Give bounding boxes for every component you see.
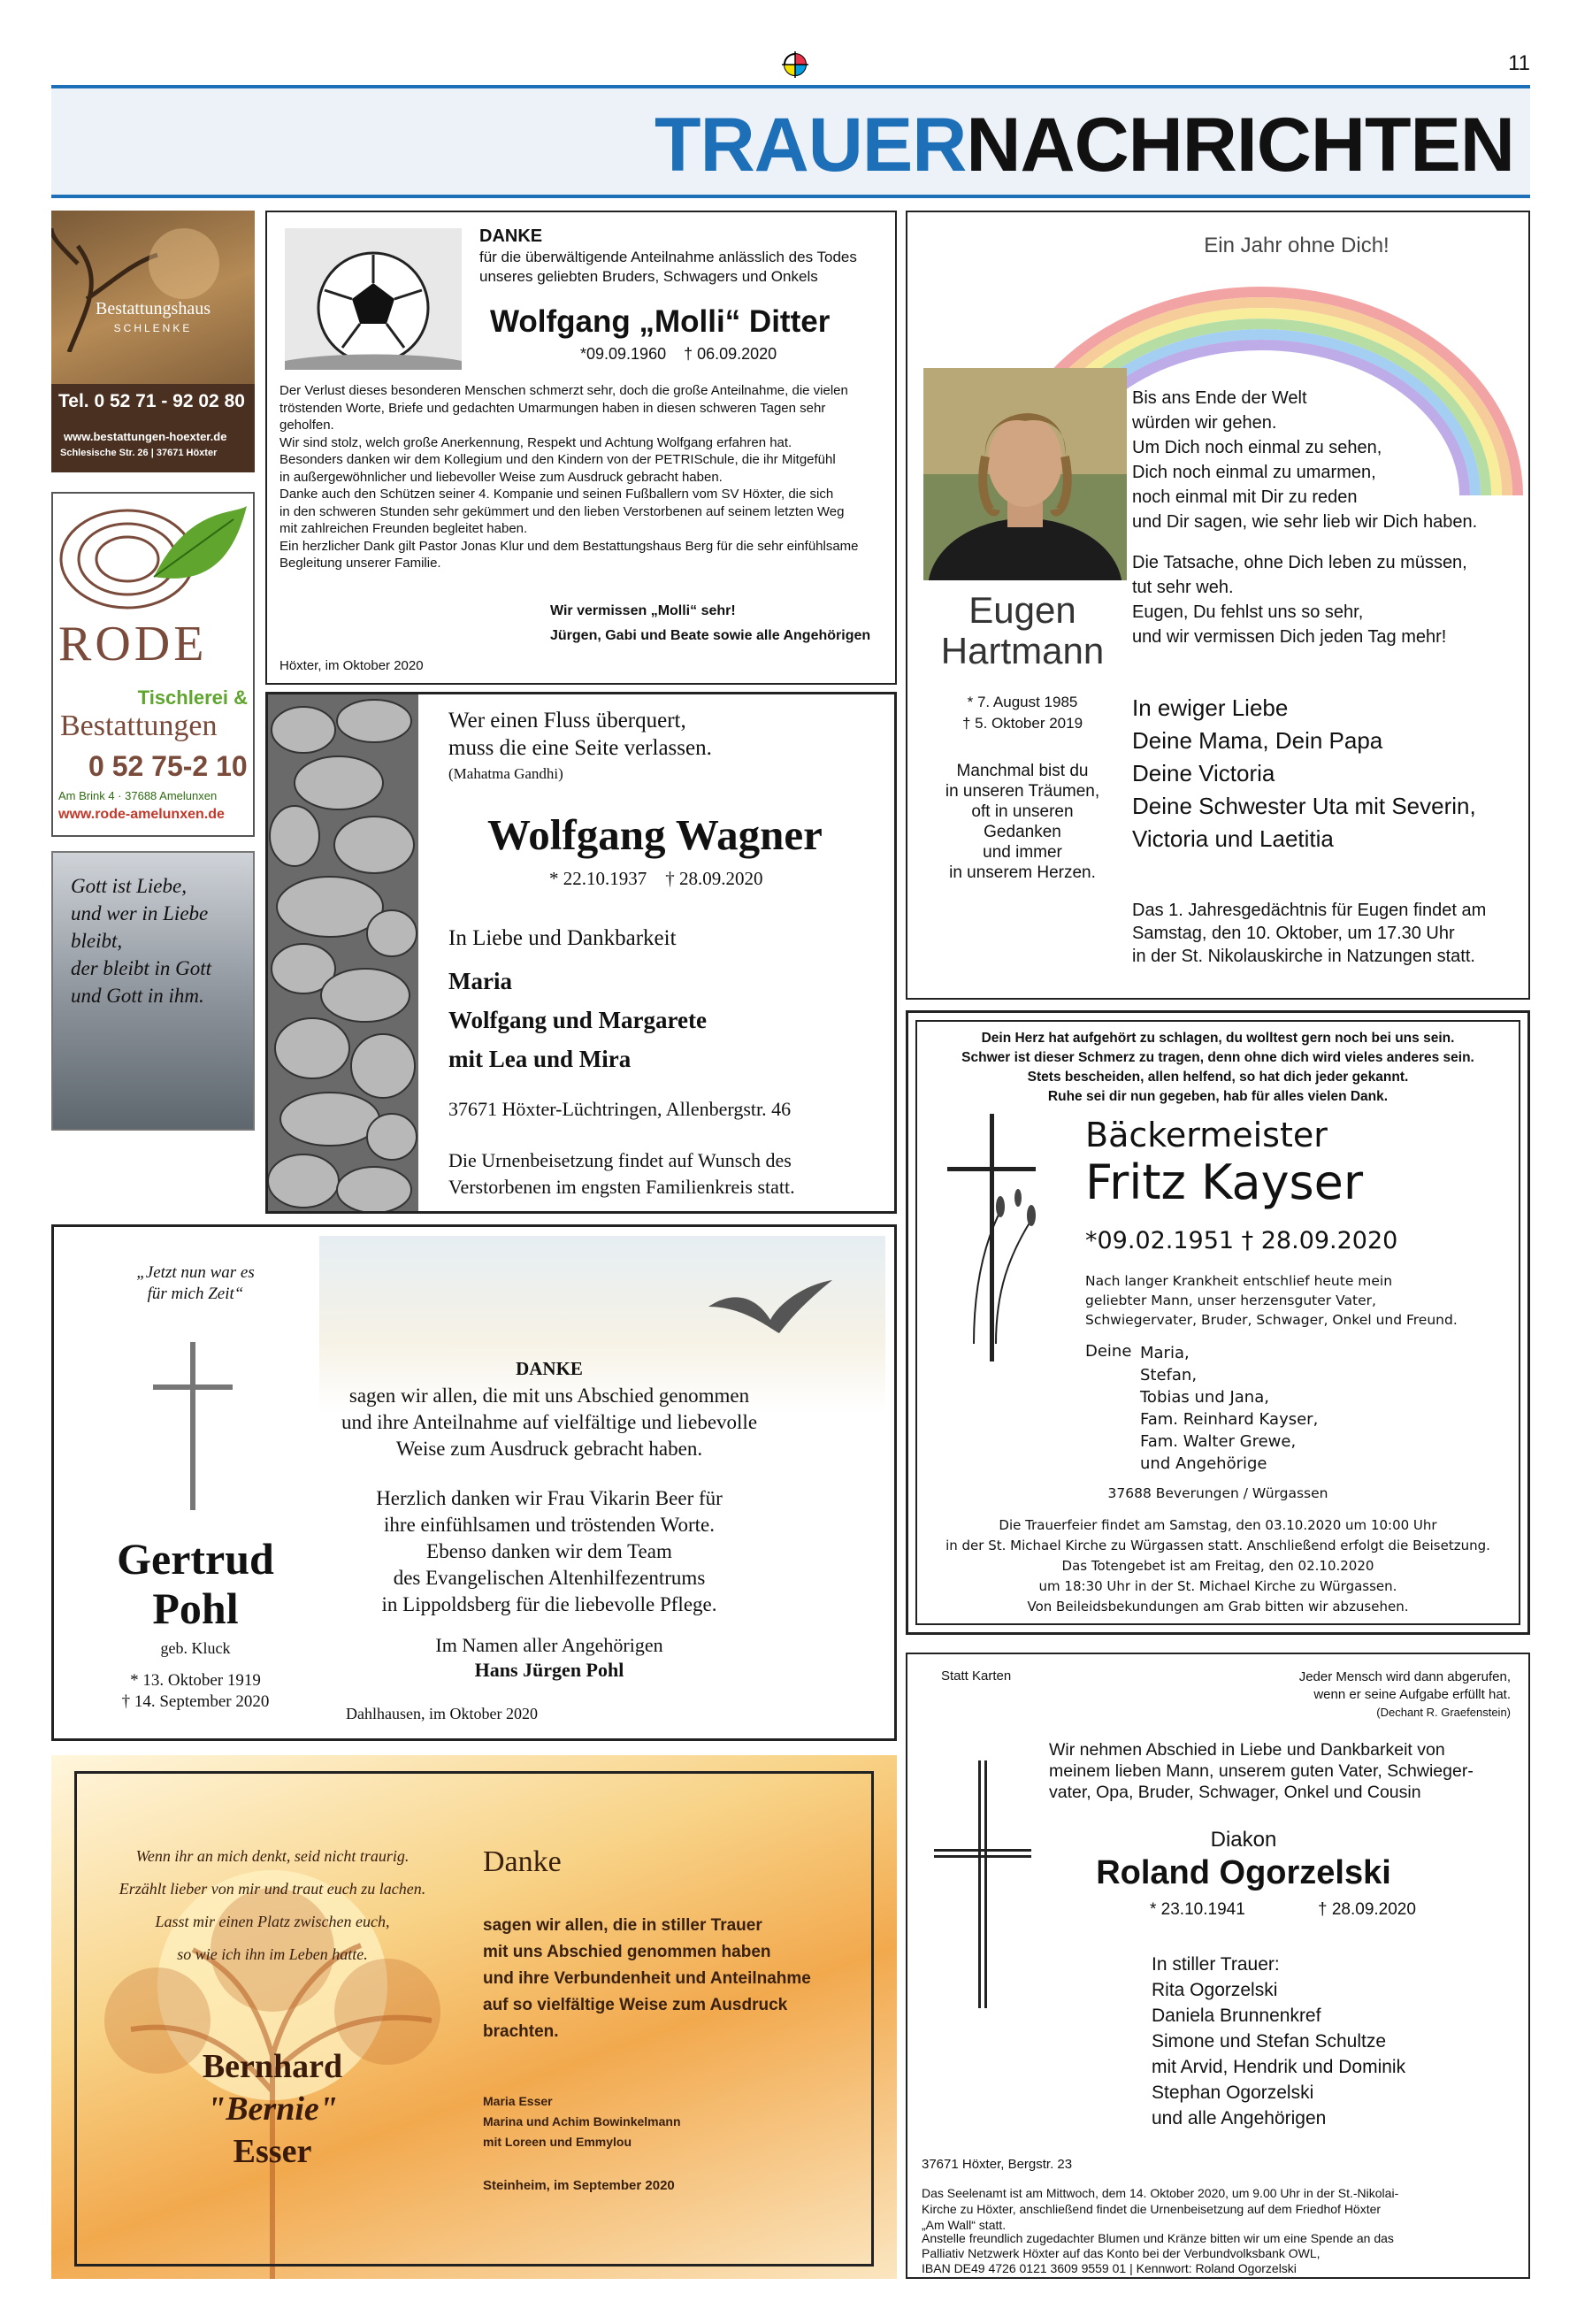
ogorzelski-family-line: Rita Ogorzelski (1152, 1980, 1278, 2000)
esser-family-line: Marina und Achim Bowinkelmann (483, 2114, 681, 2128)
kayser-intro-line: geliebter Mann, unser herzensguter Vater, (1085, 1292, 1376, 1308)
hartmann-note-line: Samstag, den 10. Oktober, um 17.30 Uhr (1132, 924, 1455, 943)
quote-line: und wer in Liebe (71, 902, 209, 924)
title-dark: NACHRICHTEN (966, 103, 1514, 188)
ogorzelski-family-line: mit Arvid, Hendrik und Dominik (1152, 2057, 1406, 2077)
schlenke-name: Bestattungshaus (96, 299, 211, 318)
rode-line2: Bestattungen (60, 709, 218, 742)
title-blue: TRAUER (655, 103, 967, 188)
schlenke-addr: Schlesische Str. 26 | 37671 Höxter (60, 448, 218, 458)
ogorzelski-info-line: „Am Wall“ statt. (922, 2218, 1007, 2232)
notice-wagner (265, 692, 897, 1214)
pohl-p1-line: Weise zum Ausdruck gebracht haben. (395, 1438, 703, 1460)
ditter-family: Jürgen, Gabi und Beate sowie alle Angehörigen (550, 628, 871, 643)
ditter-body-line: geholfen. (279, 418, 334, 433)
cross-wheat-icon (947, 1114, 1053, 1361)
ogorzelski-intro-line: meinem lieben Mann, unserem guten Vater, Schwieger- (1049, 1761, 1474, 1781)
pohl-p1-line: und ihre Anteilnahme auf vielfältige und liebevolle (341, 1411, 758, 1433)
ogorzelski-family (1152, 1952, 1405, 2131)
ogorzelski-addr: 37671 Höxter, Bergstr. 23 (922, 2157, 1073, 2172)
ogorzelski-intro-line: vater, Opa, Bruder, Schwager, Onkel und Cousin (1049, 1783, 1421, 1802)
pohl-p1-line: sagen wir allen, die mit uns Abschied genommen (348, 1384, 750, 1407)
hartmann-left-poem-line: in unserem Herzen. (949, 863, 1096, 882)
wagner-family-line: mit Lea und Mira (448, 1046, 632, 1072)
wagner-note-line: Verstorbenen im engsten Familienkreis statt. (448, 1176, 795, 1198)
esser-name2: "Bernie" (207, 2090, 338, 2128)
hartmann-poem-line: Um Dich noch einmal zu sehen, (1132, 438, 1382, 457)
rode-phone: 0 52 75-2 10 (88, 750, 248, 782)
wagner-family-line: Wolfgang und Margarete (448, 1007, 707, 1033)
pohl-danke: DANKE (516, 1358, 583, 1379)
esser-text-line: mit uns Abschied genommen haben (483, 1943, 771, 1961)
ditter-body-line: mit zahlreichen Freunden begleitet haben. (279, 521, 528, 536)
esser-poem (87, 1840, 458, 1971)
esser-poem-line: Erzählt lieber von mir und traut euch zu lachen. (119, 1880, 426, 1898)
ditter-intro-line: unseres geliebten Bruders, Schwagers und Onkels (479, 268, 818, 285)
kayser-family (1140, 1342, 1318, 1475)
soccer-ball-icon (285, 228, 462, 370)
esser-text (483, 1913, 811, 2045)
kayser-top (917, 1029, 1519, 1107)
wagner-quote (448, 707, 712, 762)
ogorzelski-quote-line: Jeder Mensch wird dann abgerufen, (1298, 1669, 1511, 1684)
ditter-miss: Wir vermissen „Molli“ sehr! (550, 603, 736, 618)
pohl-p2-line: in Lippoldsberg für die liebevolle Pflege. (381, 1593, 717, 1615)
ogorzelski-died: † 28.09.2020 (1318, 1900, 1416, 1919)
ditter-intro (479, 248, 857, 287)
kayser-intro (1085, 1271, 1458, 1330)
hartmann-poem-line: und wir vermissen Dich jeden Tag mehr! (1132, 627, 1447, 647)
hartmann-poem-line: noch einmal mit Dir zu reden (1132, 487, 1358, 507)
ogorzelski-info-line: Palliativ Netzwerk Höxter auf das Konto bei der Verbundvolksbank OWL, (922, 2246, 1321, 2260)
stones-image (268, 694, 418, 1211)
rode-web: www.rode-amelunxen.de (58, 807, 225, 822)
schlenke-web: www.bestattungen-hoexter.de (64, 430, 227, 443)
ditter-body-line: Besonders danken wir dem Kollegium und den Kindern von der PETRISchule, die ihr Mitgefühl (279, 452, 836, 467)
wagner-intro: In Liebe und Dankbarkeit (448, 926, 677, 950)
esser-poem-line: so wie ich ihn im Leben hatte. (177, 1945, 368, 1963)
hartmann-left-poem-line: Gedanken (984, 823, 1061, 841)
kayser-dates: *09.02.1951 † 28.09.2020 (1085, 1227, 1398, 1254)
hartmann-note-line: Das 1. Jahresgedächtnis für Eugen findet am (1132, 901, 1487, 920)
registration-mark-icon (782, 51, 808, 78)
pohl-place: Dahlhausen, im Oktober 2020 (346, 1705, 538, 1722)
hartmann-born: * 7. August 1985 (967, 694, 1078, 710)
hartmann-last: Hartmann (940, 630, 1105, 671)
hartmann-first: Eugen (968, 589, 1076, 631)
pohl-p2-line: Ebenso danken wir dem Team (426, 1540, 672, 1562)
wagner-quote-line: Wer einen Fluss überquert, (448, 709, 686, 732)
notice-ditter (265, 211, 897, 685)
page-number: 11 (1508, 51, 1530, 75)
esser-text-line: und ihre Verbundenheit und Anteilnahme (483, 1969, 811, 1988)
kayser-info-line: Von Beileidsbekundungen am Grab bitten wir abzusehen. (1027, 1599, 1409, 1615)
kayser-family-line: Fam. Walter Grewe, (1140, 1432, 1297, 1451)
ditter-body-line: Danke auch den Schützen seiner 4. Kompanie und seinen Fußballern vom SV Höxter, die sich (279, 487, 834, 502)
kayser-addr: 37688 Beverungen / Würgassen (1107, 1485, 1328, 1501)
schlenke-sub: SCHLENKE (113, 322, 193, 334)
wagner-author: (Mahatma Gandhi) (448, 765, 563, 782)
quote-line: Gott ist Liebe, (71, 875, 187, 897)
esser-family-line: mit Loreen und Emmylou (483, 2135, 632, 2149)
ogorzelski-title: Diakon (1210, 1828, 1277, 1852)
rode-name: RODE (58, 617, 208, 671)
ogorzelski-info-line: Kirche zu Höxter, anschließend findet die Urnenbeisetzung auf dem Friedhof Höxter (922, 2202, 1382, 2216)
kayser-top-line: Ruhe sei dir nun gegeben, hab für alles vielen Dank. (1047, 1089, 1389, 1104)
hartmann-note-line: in der St. Nikolauskirche in Natzungen statt. (1132, 947, 1475, 966)
ogorzelski-quote-author: (Dechant R. Graefenstein) (1376, 1706, 1511, 1719)
hartmann-family (1132, 692, 1476, 855)
bird-icon (708, 1280, 832, 1342)
ogorzelski-born: * 23.10.1941 (1150, 1900, 1245, 1919)
rode-line1: Tischlerei & (137, 686, 248, 709)
hartmann-family-line: Deine Mama, Dein Papa (1132, 727, 1383, 754)
kayser-family-line: Tobias und Jana, (1140, 1388, 1269, 1407)
notice-ogorzelski (906, 1653, 1530, 2279)
ditter-body-line: in den schweren Stunden sehr gekümmert und den lieben Verstorbenen auf seinem letzten Weg (279, 503, 845, 519)
esser-text-line: sagen wir allen, die in stiller Trauer (483, 1916, 762, 1935)
esser-name3: Esser (233, 2133, 312, 2170)
kayser-intro-line: Nach langer Krankheit entschlief heute mein (1085, 1273, 1393, 1289)
quote-text (71, 872, 211, 1009)
hartmann-poem-line: Bis ans Ende der Welt (1132, 388, 1307, 408)
kayser-info-line: in der St. Michael Kirche zu Würgassen statt. Anschließend erfolgt die Beisetzung. (945, 1538, 1490, 1553)
wagner-dates: * 22.10.1937 † 28.09.2020 (549, 868, 763, 889)
wagner-name: Wolfgang Wagner (487, 810, 823, 859)
kayser-info-line: um 18:30 Uhr in der St. Michael Kirche zu Würgassen. (1038, 1578, 1397, 1594)
ogorzelski-statt: Statt Karten (941, 1668, 1012, 1684)
ogorzelski-info-line: IBAN DE49 4726 0121 3609 9559 01 | Kennwort: Roland Ogorzelski (922, 2261, 1297, 2275)
ogorzelski-info-line: Das Seelenamt ist am Mittwoch, dem 14. Oktober 2020, um 9.00 Uhr in der St.-Nikolai- (922, 2186, 1399, 2200)
hartmann-family-line: In ewiger Liebe (1132, 694, 1289, 721)
ogorzelski-family-line: In stiller Trauer: (1152, 1954, 1280, 1975)
ditter-body-line: Begleitung unserer Familie. (279, 556, 441, 571)
kayser-top-line: Dein Herz hat aufgehört zu schlagen, du wolltest gern noch bei uns sein. (981, 1031, 1455, 1046)
hartmann-left-poem-line: in unseren Träumen, (945, 782, 1100, 801)
kayser-top-line: Schwer ist dieser Schmerz zu tragen, denn ohne dich wird vieles anderes sein. (961, 1050, 1474, 1065)
pohl-p2-line: ihre einfühlsamen und tröstenden Worte. (384, 1514, 715, 1536)
ogorzelski-quote-line: wenn er seine Aufgabe erfüllt hat. (1313, 1687, 1511, 1702)
kayser-deine: Deine (1085, 1342, 1132, 1361)
pohl-born: * 13. Oktober 1919 (130, 1671, 261, 1690)
leaf-icon (57, 497, 251, 621)
pohl-sign2: Hans Jürgen Pohl (474, 1659, 624, 1681)
pohl-p2 (319, 1485, 779, 1618)
ditter-danke: DANKE (479, 226, 543, 246)
ditter-body-line: in außergewöhnlicher und liebevoller Weise zum Ausdruck gebracht haben. (279, 469, 723, 485)
ad-rode[interactable] (51, 492, 255, 837)
kayser-title: Bäckermeister (1085, 1116, 1328, 1154)
ogorzelski-quote (1299, 1668, 1511, 1722)
esser-family (483, 2091, 681, 2152)
hartmann-left-poem-line: Manchmal bist du (956, 762, 1089, 780)
wagner-family-line: Maria (448, 968, 512, 994)
wagner-quote-line: muss die eine Seite verlassen. (448, 736, 712, 760)
kayser-name: Fritz Kayser (1085, 1154, 1364, 1210)
hartmann-poem-line: und Dir sagen, wie sehr lieb wir Dich haben. (1132, 512, 1478, 532)
esser-poem-line: Lasst mir einen Platz zwischen euch, (155, 1913, 390, 1930)
hartmann-poem-line: Eugen, Du fehlst uns so sehr, (1132, 602, 1364, 622)
hartmann-died: † 5. Oktober 2019 (961, 715, 1083, 732)
pohl-first: Gertrud (117, 1534, 274, 1584)
ogorzelski-family-line: Daniela Brunnenkref (1152, 2006, 1321, 2026)
ditter-body-line: Wir sind stolz, welch große Anerkennung, Respekt und Achtung Wolfgang erfahren hat. (279, 434, 792, 450)
ad-schlenke[interactable] (51, 211, 255, 472)
hartmann-left-poem (916, 761, 1129, 883)
kayser-info (917, 1515, 1519, 1617)
ditter-name: Wolfgang „Molli“ Ditter (490, 304, 831, 339)
hartmann-poem1 (1132, 386, 1477, 534)
cross-icon (153, 1342, 233, 1510)
hartmann-header: Ein Jahr ohne Dich! (1204, 234, 1389, 257)
esser-danke: Danke (483, 1845, 562, 1878)
pohl-quote-line: „Jetzt nun war es (136, 1263, 255, 1282)
kayser-family-line: und Angehörige (1140, 1454, 1267, 1473)
pohl-p2-line: Herzlich danken wir Frau Vikarin Beer für (376, 1487, 723, 1509)
schlenke-tel: Tel. 0 52 71 - 92 02 80 (58, 391, 245, 411)
kayser-intro-line: Schwiegervater, Bruder, Schwager, Onkel und Freund. (1085, 1312, 1458, 1328)
kayser-family-line: Maria, (1140, 1344, 1190, 1362)
notice-kayser (906, 1010, 1530, 1635)
hartmann-family-line: Deine Schwester Uta mit Severin, (1132, 793, 1476, 819)
hartmann-poem-line: würden wir gehen. (1132, 413, 1277, 433)
notice-esser (51, 1755, 897, 2279)
esser-name1: Bernhard (202, 2048, 343, 2085)
quote-line: und Gott in ihm. (71, 985, 204, 1007)
page-title (655, 101, 1514, 189)
schlenke-tel-bar (51, 384, 255, 472)
ditter-body-line: Ein herzlicher Dank gilt Pastor Jonas Klur und dem Bestattungshaus Berg für die sehr einfühlsame (279, 538, 859, 554)
pohl-born-name: geb. Kluck (160, 1639, 231, 1657)
ogorzelski-family-line: und alle Angehörigen (1152, 2108, 1327, 2128)
ditter-place: Höxter, im Oktober 2020 (279, 658, 424, 673)
pohl-died: † 14. September 2020 (121, 1692, 270, 1711)
ditter-body-line: tröstenden Worte, Briefe und gedachten Umarmungen haben in diesen schweren Tagen sehr (279, 400, 826, 416)
kayser-top-line: Stets bescheiden, allen helfend, so hat dich jeder gekannt. (1027, 1070, 1409, 1085)
ogorzelski-info1 (922, 2185, 1398, 2233)
hartmann-poem2 (1132, 550, 1467, 649)
hartmann-poem-line: Die Tatsache, ohne Dich leben zu müssen, (1132, 553, 1467, 572)
wagner-note-line: Die Urnenbeisetzung findet auf Wunsch des (448, 1149, 792, 1171)
cross-icon (934, 1760, 1031, 2008)
hartmann-family-line: Victoria und Laetitia (1132, 825, 1334, 852)
ditter-body (279, 382, 859, 572)
esser-text-line: brachten. (483, 2022, 559, 2041)
hartmann-family-line: Deine Victoria (1132, 760, 1275, 786)
ad-quote (51, 851, 255, 1131)
esser-poem-line: Wenn ihr an mich denkt, seid nicht traurig. (135, 1847, 410, 1865)
rode-addr: Am Brink 4 · 37688 Amelunxen (58, 789, 218, 802)
hartmann-left-poem-line: oft in unseren (971, 802, 1074, 821)
quote-line: der bleibt in Gott (71, 957, 212, 979)
notice-pohl (51, 1224, 897, 1741)
portrait-photo (923, 368, 1127, 580)
notice-hartmann (906, 211, 1530, 1000)
ogorzelski-family-line: Stephan Ogorzelski (1152, 2082, 1314, 2103)
quote-line: bleibt, (71, 930, 123, 952)
wagner-note (448, 1147, 795, 1200)
hartmann-note (1132, 899, 1486, 968)
pohl-last: Pohl (152, 1584, 239, 1633)
header-band (51, 85, 1530, 198)
kayser-info-line: Das Totengebet ist am Freitag, den 02.10.2020 (1061, 1558, 1374, 1574)
pohl-quote-line: für mich Zeit“ (147, 1285, 244, 1303)
pohl-quote (89, 1262, 302, 1305)
kayser-family-line: Stefan, (1140, 1366, 1198, 1384)
wagner-addr: 37671 Höxter-Lüchtringen, Allenbergstr. 46 (448, 1098, 792, 1120)
pohl-sign1: Im Namen aller Angehörigen (435, 1634, 663, 1656)
pohl-p1 (319, 1383, 779, 1462)
hartmann-poem-line: tut sehr weh. (1132, 578, 1234, 597)
kayser-family-line: Fam. Reinhard Kayser, (1140, 1410, 1319, 1429)
ogorzelski-info-line: Anstelle freundlich zugedachter Blumen und Kränze bitten wir um eine Spende an das (922, 2231, 1394, 2245)
ditter-body-line: Der Verlust dieses besonderen Menschen schmerzt sehr, doch die große Anteilnahme, die vielen (279, 383, 848, 398)
pohl-p2-line: des Evangelischen Altenhilfezentrums (393, 1567, 706, 1589)
hartmann-poem-line: Dich noch einmal zu umarmen, (1132, 463, 1376, 482)
esser-family-line: Maria Esser (483, 2094, 553, 2108)
wagner-family (448, 962, 707, 1078)
ogorzelski-family-line: Simone und Stefan Schultze (1152, 2031, 1387, 2052)
ogorzelski-name: Roland Ogorzelski (1096, 1854, 1391, 1891)
ogorzelski-intro-line: Wir nehmen Abschied in Liebe und Dankbarkeit von (1049, 1740, 1445, 1760)
ditter-dates: *09.09.1960 † 06.09.2020 (580, 345, 777, 363)
ogorzelski-intro (1049, 1739, 1474, 1803)
ogorzelski-info2 (922, 2231, 1394, 2276)
esser-place: Steinheim, im September 2020 (483, 2178, 675, 2193)
esser-text-line: auf so vielfältige Weise zum Ausdruck (483, 1996, 788, 2014)
kayser-info-line: Die Trauerfeier findet am Samstag, den 03.10.2020 um 10:00 Uhr (999, 1517, 1437, 1533)
ditter-intro-line: für die überwältigende Anteilnahme anlässlich des Todes (479, 249, 857, 265)
hartmann-left-poem-line: und immer (983, 843, 1062, 862)
